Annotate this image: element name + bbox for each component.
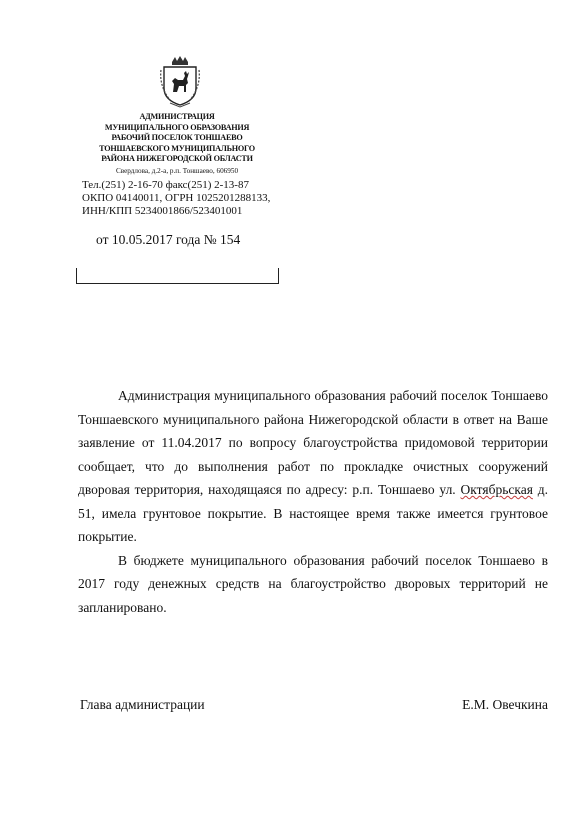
frame-bottom-line — [76, 283, 279, 284]
recipient-address-frame — [76, 268, 279, 284]
paragraph-text: Администрация муниципального образования рабочий поселок Тоншаево Тоншаевского муниципального района Нижегородской области в ответ на Ваше заявление от 11.04.2017 по вопросу благоустройства придомовой территории сообщает, что до выполнения работ по прокладке очистных сооружений дворовая территория, находящаяся по адресу: р.п. Тоншаево ул. — [78, 388, 548, 497]
org-name-line: РАЙОНА НИЖЕГОРОДСКОЙ ОБЛАСТИ — [101, 154, 253, 164]
org-name-line: АДМИНИСТРАЦИЯ — [139, 112, 215, 121]
org-name-line: МУНИЦИПАЛЬНОГО ОБРАЗОВАНИЯ — [104, 122, 250, 132]
body-paragraph-1 — [78, 384, 548, 549]
signatory-name: Е.М. Овечкина — [462, 697, 548, 712]
letter-body — [78, 384, 548, 619]
street-name: Октябрьская — [460, 482, 533, 497]
signatory-position: Глава администрации — [80, 697, 205, 712]
paragraph-text: д. 51, имела грунтовое покрытие. В настоящее время также имеется грунтовое покрытие. — [78, 482, 549, 544]
okpo-ogrn: ОКПО 04140011, ОГРН 1025201288133, — [82, 192, 271, 204]
org-contacts — [82, 179, 292, 218]
org-name-block — [70, 112, 284, 165]
body-paragraph-2: В бюджете муниципального образования рабочий поселок Тоншаево в 2017 году денежных средств на благоустройство дворовых территорий не запланировано. — [78, 552, 548, 615]
frame-right-mark — [278, 268, 279, 284]
document-date-number: от 10.05.2017 года № 154 — [96, 232, 241, 247]
org-address: Свердлова, д.2-а, р.п. Тоншаево, 606950 — [115, 167, 239, 175]
org-name-line: РАБОЧИЙ ПОСЕЛОК ТОНШАЕВО — [111, 133, 243, 143]
inn-kpp: ИНН/КПП 5234001866/523401001 — [82, 205, 243, 217]
signature-row — [80, 697, 548, 713]
nizhny-novgorod-coat-of-arms-icon — [158, 54, 202, 108]
frame-left-mark — [76, 268, 77, 284]
org-name-line: ТОНШАЕВСКОГО МУНИЦИПАЛЬНОГО — [99, 143, 255, 153]
phone-fax: Тел.(251) 2-16-70 факс(251) 2-13-87 — [82, 179, 249, 191]
